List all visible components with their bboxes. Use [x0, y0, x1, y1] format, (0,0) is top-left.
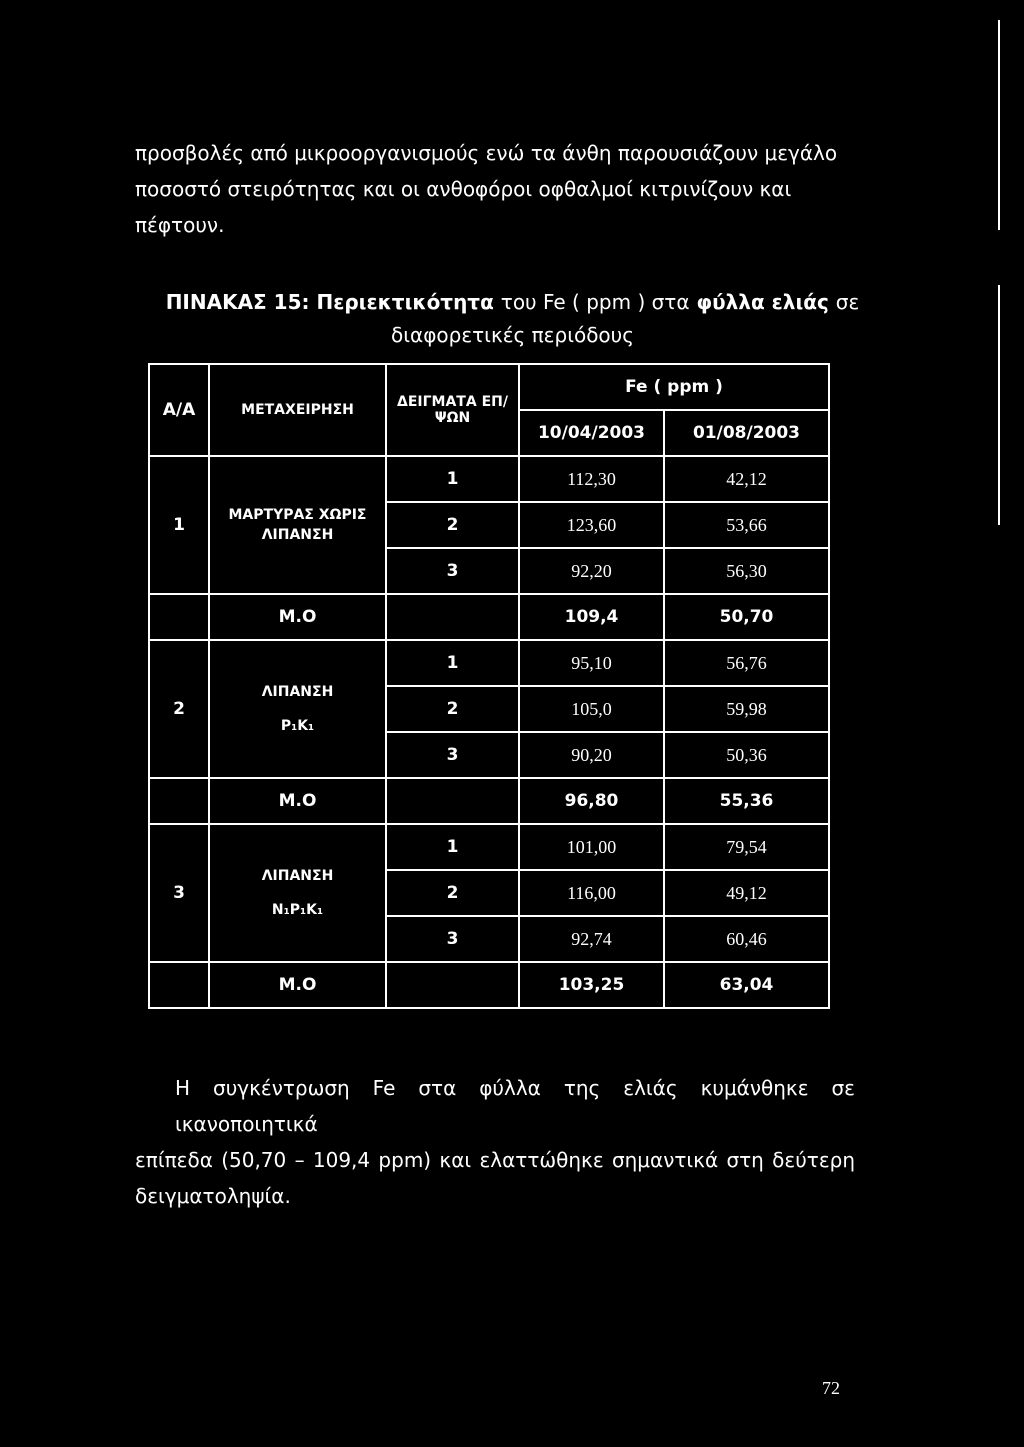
- group-aa: 3: [149, 824, 209, 962]
- conclusion-line-2: επίπεδα (50,70 – 109,4 ppm) και ελαττώθηκε σημαντικά στη δεύτερη: [135, 1148, 855, 1172]
- fe-value-date2: 50,36: [664, 732, 829, 778]
- table-caption: [135, 286, 890, 352]
- header-date2: 01/08/2003: [664, 410, 829, 456]
- header-treatment: ΜΕΤΑΧΕΙΡΗΣΗ: [209, 364, 386, 456]
- table-row: [149, 640, 829, 686]
- mean-empty-aa: [149, 778, 209, 824]
- treatment-formula: N₁P₁K₁: [271, 902, 324, 918]
- sample-number: 1: [386, 824, 519, 870]
- mean-value-date1: 109,4: [519, 594, 664, 640]
- table-row: [149, 824, 829, 870]
- fe-value-date1: 95,10: [519, 640, 664, 686]
- fe-value-date1: 116,00: [519, 870, 664, 916]
- mean-value-date1: 96,80: [519, 778, 664, 824]
- caption-bold-part: ΠΙΝΑΚΑΣ 15: Περιεκτικότητα: [165, 290, 494, 314]
- sample-number: 1: [386, 640, 519, 686]
- fe-value-date1: 112,30: [519, 456, 664, 502]
- mean-row: [149, 778, 829, 824]
- fe-value-date2: 53,66: [664, 502, 829, 548]
- mean-empty-aa: [149, 962, 209, 1008]
- header-aa: Α/Α: [149, 364, 209, 456]
- fe-value-date2: 79,54: [664, 824, 829, 870]
- header-samples: ΔΕΙΓΜΑΤΑ ΕΠ/ΨΩΝ: [386, 364, 519, 456]
- mean-label: Μ.Ο: [209, 594, 386, 640]
- group-treatment: [209, 824, 386, 962]
- caption-bold-tail: φύλλα ελιάς: [696, 290, 829, 314]
- group-aa: 1: [149, 456, 209, 594]
- mean-label: Μ.Ο: [209, 778, 386, 824]
- sample-number: 2: [386, 870, 519, 916]
- group-treatment: [209, 640, 386, 778]
- fe-value-date1: 92,74: [519, 916, 664, 962]
- fe-value-date1: 101,00: [519, 824, 664, 870]
- caption-normal-tail: σε διαφορετικές περιόδους: [391, 290, 860, 347]
- sample-number: 3: [386, 916, 519, 962]
- caption-normal-part: του Fe ( ppm ) στα: [500, 290, 690, 314]
- sample-number: 3: [386, 732, 519, 778]
- sample-number: 2: [386, 686, 519, 732]
- treatment-name: ΛΙΠΑΝΣΗ: [261, 684, 334, 700]
- mean-value-date2: 50,70: [664, 594, 829, 640]
- intro-paragraph: προσβολές από μικροοργανισμούς ενώ τα άνθη παρουσιάζουν μεγάλο ποσοστό στειρότητας και οι ανθοφόροι οφθαλμοί κιτρινίζουν και πέφτουν.: [135, 141, 838, 237]
- treatment-name: ΜΑΡΤΥΡΑΣ ΧΩΡΙΣ ΛΙΠΑΝΣΗ: [228, 507, 367, 543]
- mean-empty-sample: [386, 962, 519, 1008]
- scan-edge-line-middle: [998, 285, 1000, 525]
- fe-value-date2: 49,12: [664, 870, 829, 916]
- mean-row: [149, 962, 829, 1008]
- fe-value-date2: 56,30: [664, 548, 829, 594]
- mean-value-date1: 103,25: [519, 962, 664, 1008]
- fe-value-date1: 90,20: [519, 732, 664, 778]
- group-treatment: [209, 456, 386, 594]
- fe-value-date1: 105,0: [519, 686, 664, 732]
- treatment-name: ΛΙΠΑΝΣΗ: [261, 868, 334, 884]
- page-number: 72: [822, 1378, 840, 1398]
- conclusion-line-1: Η συγκέντρωση Fe στα φύλλα της ελιάς κυμάνθηκε σε ικανοποιητικά: [175, 1076, 855, 1136]
- mean-value-date2: 55,36: [664, 778, 829, 824]
- mean-empty-sample: [386, 778, 519, 824]
- treatment-formula: P₁K₁: [280, 718, 315, 734]
- fe-content-table: [148, 363, 830, 1009]
- mean-value-date2: 63,04: [664, 962, 829, 1008]
- fe-value-date2: 59,98: [664, 686, 829, 732]
- header-date1: 10/04/2003: [519, 410, 664, 456]
- conclusion-line-3: δειγματοληψία.: [135, 1184, 291, 1208]
- sample-number: 3: [386, 548, 519, 594]
- sample-number: 1: [386, 456, 519, 502]
- conclusion-paragraph: [135, 1070, 855, 1214]
- table-row: [149, 456, 829, 502]
- scan-edge-line-top: [998, 20, 1000, 230]
- fe-value-date2: 60,46: [664, 916, 829, 962]
- mean-empty-aa: [149, 594, 209, 640]
- fe-value-date1: 123,60: [519, 502, 664, 548]
- fe-value-date1: 92,20: [519, 548, 664, 594]
- header-fe: Fe ( ppm ): [519, 364, 829, 410]
- fe-value-date2: 56,76: [664, 640, 829, 686]
- mean-row: [149, 594, 829, 640]
- mean-empty-sample: [386, 594, 519, 640]
- fe-value-date2: 42,12: [664, 456, 829, 502]
- mean-label: Μ.Ο: [209, 962, 386, 1008]
- group-aa: 2: [149, 640, 209, 778]
- sample-number: 2: [386, 502, 519, 548]
